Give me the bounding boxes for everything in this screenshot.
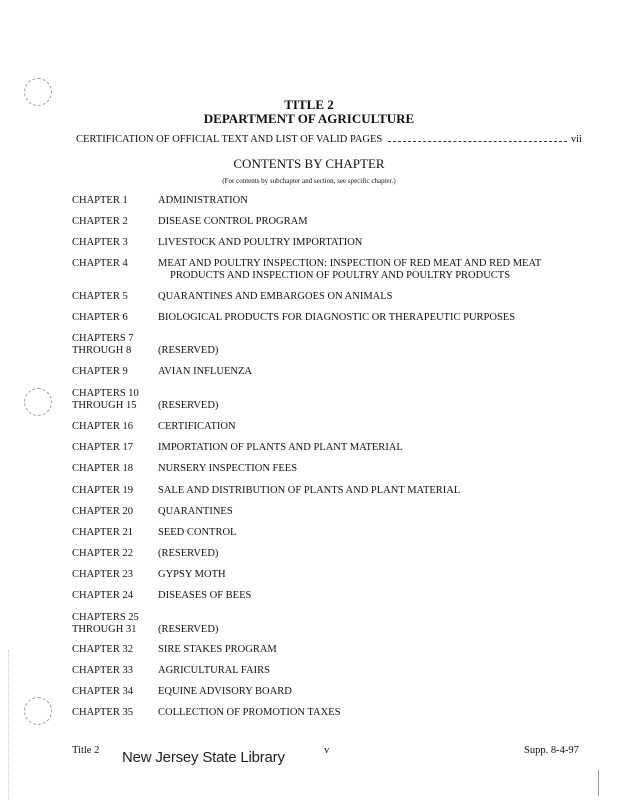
chapter-title: (RESERVED): [158, 345, 219, 356]
chapter-title: BIOLOGICAL PRODUCTS FOR DIAGNOSTIC OR THERAPEUTIC PURPOSES: [158, 312, 516, 323]
chapter-number: CHAPTERS 25 THROUGH 31: [72, 612, 139, 635]
chapter-number: CHAPTER 6: [72, 312, 128, 323]
chapter-title-block: [158, 258, 552, 282]
chapter-title: LIVESTOCK AND POULTRY IMPORTATION: [158, 237, 363, 248]
department-title: DEPARTMENT OF AGRICULTURE: [203, 111, 415, 126]
chapter-title: CERTIFICATION: [158, 421, 236, 432]
title-number: TITLE 2: [284, 97, 334, 112]
chapter-number: CHAPTER 22: [72, 548, 133, 559]
chapter-title: SIRE STAKES PROGRAM: [158, 644, 277, 655]
footer-title: Title 2: [72, 745, 100, 756]
chapter-number: CHAPTERS 7 THROUGH 8: [72, 333, 134, 356]
chapter-number: CHAPTER 34: [72, 686, 133, 697]
chapter-number: CHAPTER 4: [72, 258, 128, 269]
chapter-number: CHAPTER 24: [72, 590, 133, 601]
scan-edge-line: [598, 770, 601, 796]
chapter-title: SEED CONTROL: [158, 527, 237, 538]
supplement-date: Supp. 8-4-97: [524, 745, 579, 756]
chapter-number: CHAPTER 9: [72, 366, 128, 377]
page-number: v: [324, 745, 330, 756]
certification-label: CERTIFICATION OF OFFICIAL TEXT AND LIST OF VALID PAGES: [76, 134, 383, 145]
chapter-title: EQUINE ADVISORY BOARD: [158, 686, 292, 697]
chapter-title: QUARANTINES: [158, 506, 233, 517]
chapter-title: ADMINISTRATION: [158, 195, 248, 206]
certification-page: vii: [570, 134, 582, 145]
binder-hole-bottom: [24, 697, 52, 725]
chapter-number: CHAPTER 35: [72, 707, 133, 718]
contents-heading: CONTENTS BY CHAPTER: [233, 156, 385, 171]
chapter-number: CHAPTER 33: [72, 665, 133, 676]
chapter-number: CHAPTER 16: [72, 421, 133, 432]
chapter-number: CHAPTER 23: [72, 569, 133, 580]
chapter-number: CHAPTER 20: [72, 506, 133, 517]
dot-leader: [388, 140, 567, 142]
chapter-number: CHAPTER 32: [72, 644, 133, 655]
chapter-title: AGRICULTURAL FAIRS: [158, 665, 270, 676]
chapter-title: (RESERVED): [158, 624, 219, 635]
binder-hole-middle: [24, 388, 52, 416]
chapter-number: CHAPTER 1: [72, 195, 128, 206]
chapter-number: CHAPTER 17: [72, 442, 133, 453]
chapter-number: CHAPTER 3: [72, 237, 128, 248]
chapter-number: CHAPTER 21: [72, 527, 133, 538]
certification-line: [76, 134, 582, 145]
chapter-title: IMPORTATION OF PLANTS AND PLANT MATERIAL: [158, 442, 403, 453]
chapter-title: COLLECTION OF PROMOTION TAXES: [158, 707, 341, 718]
scan-edge-mark: [8, 650, 11, 800]
chapter-title: DISEASE CONTROL PROGRAM: [158, 216, 308, 227]
chapter-number: CHAPTER 19: [72, 485, 133, 496]
chapter-number: CHAPTERS 10 THROUGH 15: [72, 388, 139, 411]
library-stamp: New Jersey State Library: [122, 749, 285, 766]
chapter-number: CHAPTER 2: [72, 216, 128, 227]
chapter-title: DISEASES OF BEES: [158, 590, 252, 601]
chapter-title: (RESERVED): [158, 548, 219, 559]
chapter-title: MEAT AND POULTRY INSPECTION: INSPECTION OF RED MEAT AND RED MEAT: [158, 258, 542, 269]
chapter-title: AVIAN INFLUENZA: [158, 366, 253, 377]
contents-note: (For contents by subchapter and section, see specific chapter.): [222, 177, 396, 185]
chapter-title: SALE AND DISTRIBUTION OF PLANTS AND PLANT MATERIAL: [158, 485, 461, 496]
chapter-title-continued: PRODUCTS AND INSPECTION OF POULTRY AND POULTRY PRODUCTS: [170, 270, 511, 281]
chapter-title: QUARANTINES AND EMBARGOES ON ANIMALS: [158, 291, 393, 302]
chapter-title: NURSERY INSPECTION FEES: [158, 463, 298, 474]
chapter-number: CHAPTER 18: [72, 463, 133, 474]
chapter-title: GYPSY MOTH: [158, 569, 226, 580]
chapter-title: (RESERVED): [158, 400, 219, 411]
chapter-number: CHAPTER 5: [72, 291, 128, 302]
